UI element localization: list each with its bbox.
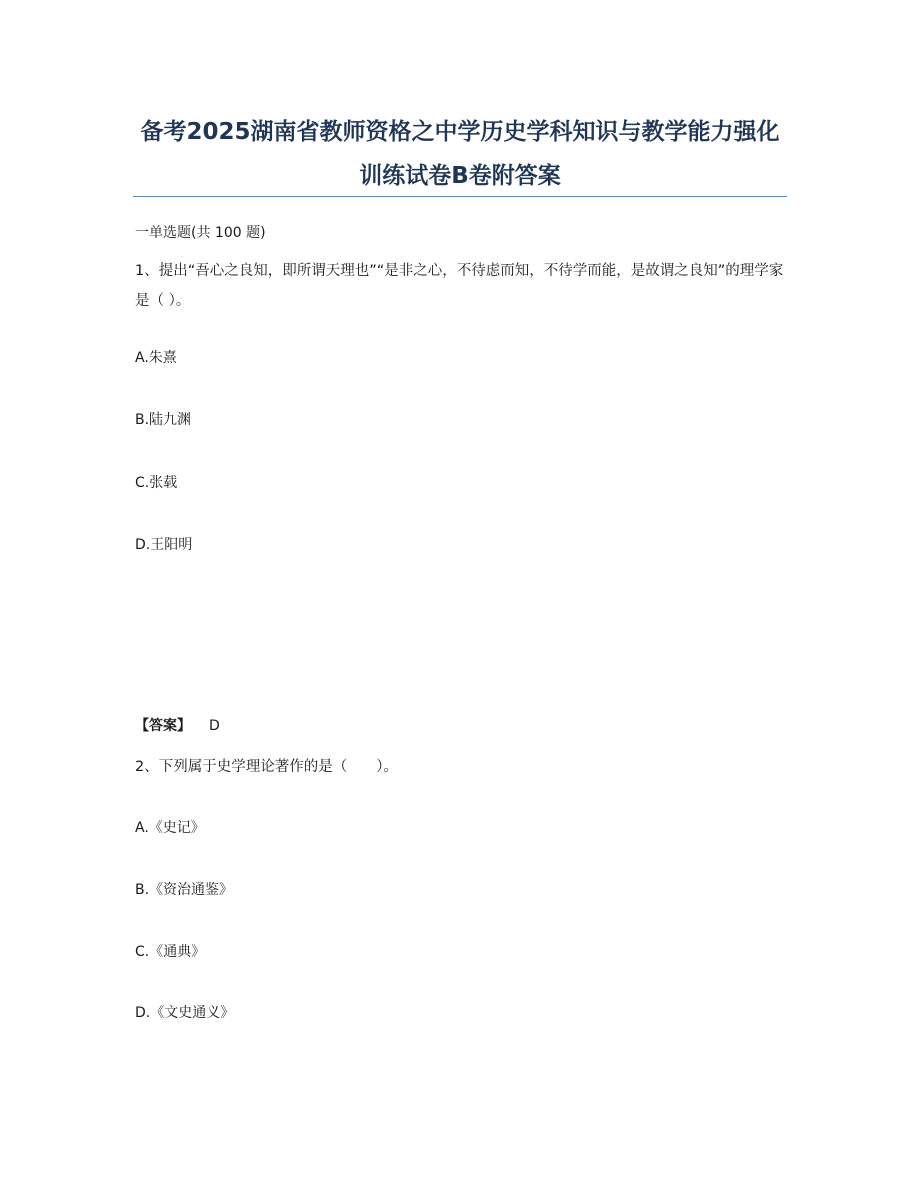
answer-value: D	[209, 718, 220, 734]
question-1-option-c: C.张载	[135, 475, 178, 491]
question-2-option-d: D.《文史通义》	[135, 1005, 235, 1021]
document-title: 备考2025湖南省教师资格之中学历史学科知识与教学能力强化训练试卷B卷附答案	[140, 119, 780, 189]
question-2-option-b: B.《资治通鉴》	[135, 882, 234, 898]
question-1-option-b: B.陆九渊	[135, 412, 192, 428]
section-heading: 一单选题(共 100 题)	[135, 225, 266, 241]
question-2-option-a: A.《史记》	[135, 820, 205, 836]
answer-label: 【答案】	[135, 718, 191, 734]
question-1-answer	[135, 716, 220, 736]
question-1-option-d: D.王阳明	[135, 537, 193, 553]
question-2-stem: 2、下列属于史学理论著作的是（ ）。	[135, 759, 398, 775]
title-divider	[133, 196, 787, 197]
question-1-option-a: A.朱熹	[135, 350, 177, 366]
question-2-option-c: C.《通典》	[135, 944, 206, 960]
question-1-stem: 1、提出“吾心之良知，即所谓天理也”“是非之心，不待虑而知，不待学而能，是故谓之良知”的理学家是（ ）。	[135, 263, 784, 309]
